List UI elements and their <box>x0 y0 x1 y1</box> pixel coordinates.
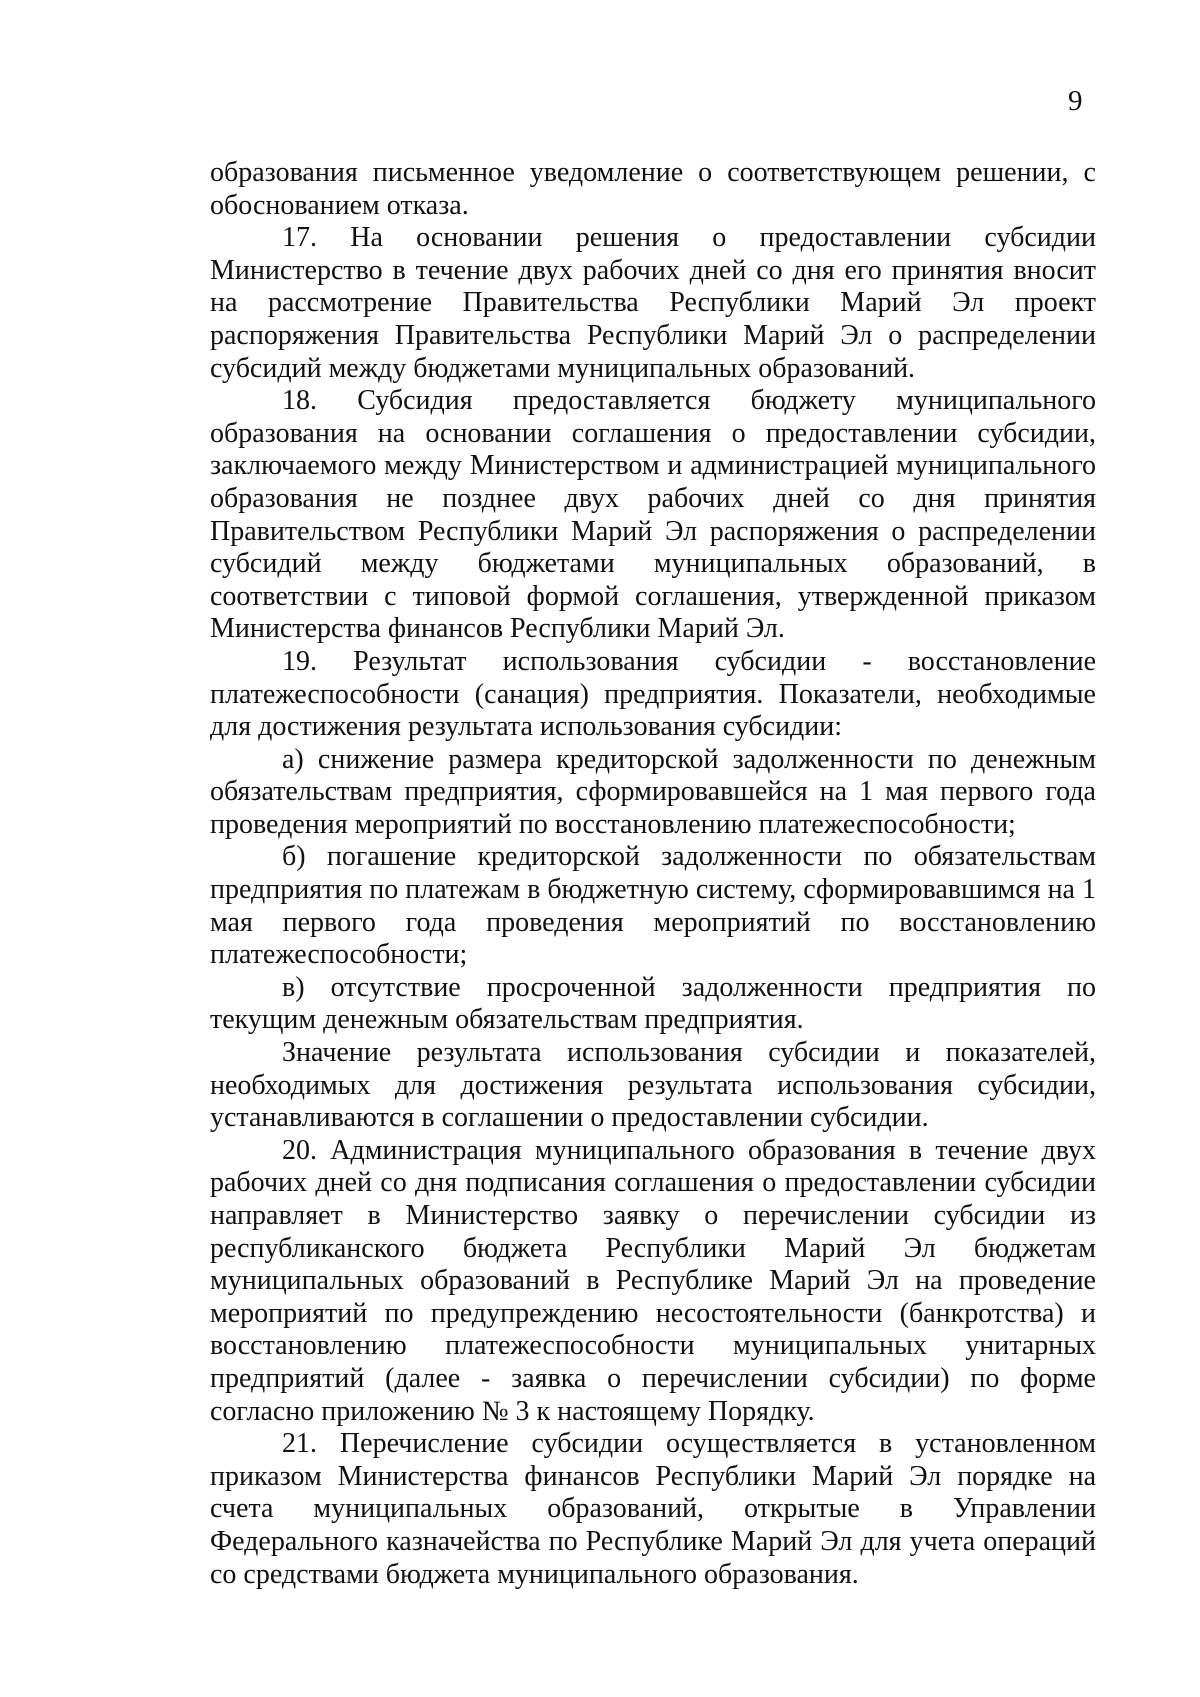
paragraph-21: 21. Перечисление субсидии осуществляется в установленном приказом Министерства финансов Республики Марий Эл порядке на счета муниципальных образований, открытые в Управлении Федерального казначейства по Республике Марий Эл для учета операций со средствами бюджета муниципального образования. <box>210 1428 1096 1590</box>
paragraph-19-note: Значение результата использования субсидии и показателей, необходимых для достижения результата использования субсидии, устанавливаются в соглашении о предоставлении субсидии. <box>210 1037 1096 1134</box>
paragraph-19: 19. Результат использования субсидии - восстановление платежеспособности (санация) предприятия. Показатели, необходимые для достижения результата использования субсидии: <box>210 645 1096 743</box>
paragraph-18: 18. Субсидия предоставляется бюджету муниципального образования на основании соглашения о предоставлении субсидии, заключаемого между Министерством и администрацией муниципального образования не позднее двух рабочих дней со дня принятия Правительством Республики Марий Эл распоряжения о распределении субсидий между бюджетами муниципальных образований, в соответствии с типовой формой соглашения, утвержденной приказом Министерства финансов Республики Марий Эл. <box>210 385 1096 645</box>
paragraph-19-item-c: в) отсутствие просроченной задолженности предприятия по текущим денежным обязательствам предприятия. <box>210 971 1096 1036</box>
paragraph-17: 17. На основании решения о предоставлении субсидии Министерство в течение двух рабочих дней со дня его принятия вносит на рассмотрение Правительства Республики Марий Эл проект распоряжения Правительства Республики Марий Эл о распределении субсидий между бюджетами муниципальных образований. <box>210 222 1096 384</box>
paragraph-20: 20. Администрация муниципального образования в течение двух рабочих дней со дня подписания соглашения о предоставлении субсидии направляет в Министерство заявку о перечислении субсидии из республиканского бюджета Республики Марий Эл бюджетам муниципальных образований в Республике Марий Эл на проведение мероприятий по предупреждению несостоятельности (банкротства) и восстановлению платежеспособности муниципальных унитарных предприятий (далее - заявка о перечислении субсидии) по форме согласно приложению № 3 к настоящему Порядку. <box>210 1134 1096 1427</box>
paragraph-19-item-a: а) снижение размера кредиторской задолженности по денежным обязательствам предприятия, сформировавшейся на 1 мая первого года проведения мероприятий по восстановлению платежеспособности; <box>210 743 1096 840</box>
paragraph-19-item-b: б) погашение кредиторской задолженности по обязательствам предприятия по платежам в бюджетную систему, сформировавшимся на 1 мая первого года проведения мероприятий по восстановлению платежеспособности; <box>210 841 1096 971</box>
page-number: 9 <box>1068 85 1083 117</box>
document-body <box>210 157 1096 1591</box>
paragraph-continuation: образования письменное уведомление о соответствующем решении, с обоснованием отказа. <box>210 157 1096 221</box>
